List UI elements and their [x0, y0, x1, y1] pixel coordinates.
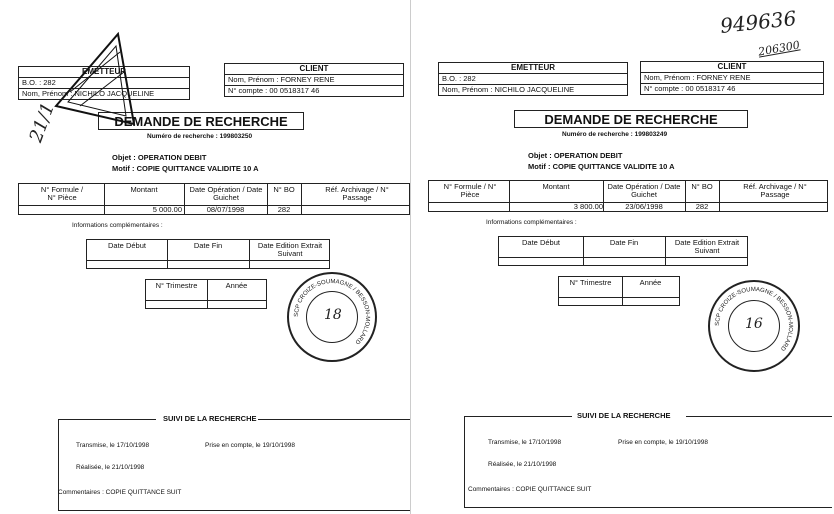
- th-ref-archivage: Réf. Archivage / N° Passage: [325, 185, 389, 202]
- th-formule: N° Formule / N° Pièce: [40, 185, 84, 202]
- emetteur-name: Nom, Prénom : NICHILO JACQUELINE: [22, 89, 155, 98]
- handwritten-subnumber: 206300: [757, 38, 801, 59]
- suivi-line-left: [58, 419, 156, 420]
- motif-line: Motif : COPIE QUITTANCE VALIDITE 10 A: [528, 162, 675, 171]
- numero-recherche: Numéro de recherche : 199803250: [147, 133, 253, 140]
- bo-line: B.O. : 282: [22, 78, 56, 87]
- suivi-label: SUIVI DE LA RECHERCHE: [577, 411, 671, 420]
- td-bo: 282: [695, 202, 709, 211]
- info-complementaires: Informations complémentaires :: [486, 219, 577, 226]
- notary-stamp: [708, 280, 800, 372]
- td-bo: 282: [277, 205, 291, 214]
- page-title: DEMANDE DE RECHERCHE: [114, 114, 288, 129]
- emetteur-name: Nom, Prénom : NICHILO JACQUELINE: [442, 85, 575, 94]
- bo-line: B.O. : 282: [442, 74, 476, 83]
- td-montant: 3 800.00: [573, 202, 603, 211]
- stamp-number: 16: [745, 316, 763, 332]
- trimestre-table: [145, 279, 267, 309]
- operation-table: [18, 183, 410, 215]
- th-bo: N° BO: [273, 185, 295, 194]
- suivi-line-left: [464, 416, 572, 417]
- suivi-label: SUIVI DE LA RECHERCHE: [163, 414, 257, 423]
- th-date-fin: Date Fin: [193, 241, 223, 250]
- operation-table: [428, 180, 828, 212]
- client-label: CLIENT: [299, 64, 329, 73]
- th-annee: Année: [639, 278, 662, 287]
- emetteur-label: EMETTEUR: [511, 63, 555, 72]
- svg-text:SCP CROIZE-SOUMAGNE / BESSON-M: SCP CROIZE-SOUMAGNE / BESSON-MOLLARD: [714, 286, 794, 352]
- handwritten-side: 21/1: [25, 99, 59, 146]
- dates-table: [498, 236, 748, 266]
- th-formule: N° Formule / N° Pièce: [443, 182, 497, 199]
- th-bo: N° BO: [691, 182, 713, 191]
- objet-line: Objet : OPERATION DEBIT: [528, 151, 623, 160]
- suivi-box-left: [464, 416, 465, 508]
- trimestre-table: [558, 276, 680, 306]
- th-ref-archivage: Réf. Archivage / N° Passage: [743, 182, 807, 199]
- th-date-operation: Date Opération / Date Guichet: [189, 185, 263, 202]
- transmise-line: Transmise, le 17/10/1998: [76, 442, 150, 449]
- objet-line: Objet : OPERATION DEBIT: [112, 153, 207, 162]
- client-label: CLIENT: [717, 62, 747, 71]
- client-account: N° compte : 00 0518317 46: [644, 84, 736, 93]
- commentaires-line: Commentaires : COPIE QUITTANCE SUIT: [58, 489, 182, 496]
- client-box: [224, 63, 404, 97]
- td-montant: 5 000.00: [152, 205, 182, 214]
- page-edge-line: [410, 0, 411, 514]
- th-date-edition: Date Edition Extrait Suivant: [674, 238, 740, 255]
- client-box: [640, 61, 824, 95]
- th-date-debut: Date Début: [108, 241, 146, 250]
- page-title: DEMANDE DE RECHERCHE: [544, 112, 718, 127]
- th-date-fin: Date Fin: [609, 238, 639, 247]
- client-name: Nom, Prénom : FORNEY RENE: [644, 73, 751, 82]
- th-trimestre: N° Trimestre: [155, 281, 198, 290]
- transmise-line: Transmise, le 17/10/1998: [488, 439, 562, 446]
- handwritten-number: 949636: [718, 6, 798, 38]
- document-page-left: [0, 0, 416, 514]
- th-date-edition: Date Edition Extrait Suivant: [257, 241, 323, 258]
- emetteur-box: [438, 62, 628, 96]
- notary-stamp: [287, 272, 377, 362]
- td-date: 08/07/1998: [206, 205, 245, 214]
- prise-line: Prise en compte, le 19/10/1998: [618, 439, 708, 446]
- prise-line: Prise en compte, le 19/10/1998: [205, 442, 295, 449]
- td-date: 23/06/1998: [625, 202, 663, 211]
- th-date-operation: Date Opération / Date Guichet: [607, 182, 681, 199]
- realisee-line: Réalisée, le 21/10/1998: [76, 464, 145, 471]
- dates-table: [86, 239, 330, 269]
- th-date-debut: Date Début: [522, 238, 560, 247]
- suivi-line-right: [686, 416, 832, 417]
- suivi-line-right: [258, 419, 410, 420]
- numero-recherche: Numéro de recherche : 199803249: [562, 131, 668, 138]
- suivi-box-left: [58, 419, 59, 511]
- th-annee: Année: [225, 281, 248, 290]
- th-montant: Montant: [542, 182, 570, 191]
- th-montant: Montant: [130, 185, 158, 194]
- commentaires-line: Commentaires : COPIE QUITTANCE SUIT: [468, 486, 592, 493]
- triangle-stamp-icon: [50, 32, 140, 127]
- motif-line: Motif : COPIE QUITTANCE VALIDITE 10 A: [112, 164, 259, 173]
- stamp-number: 18: [324, 307, 342, 323]
- realisee-line: Réalisée, le 21/10/1998: [488, 461, 557, 468]
- suivi-box-bottom: [58, 510, 410, 511]
- document-page-right: [418, 0, 834, 514]
- client-account: N° compte : 00 0518317 46: [228, 86, 320, 95]
- client-name: Nom, Prénom : FORNEY RENE: [228, 75, 335, 84]
- title-box: [514, 110, 748, 128]
- emetteur-label: EMETTEUR: [82, 67, 126, 76]
- info-complementaires: Informations complémentaires :: [72, 222, 163, 229]
- suivi-box-bottom: [464, 507, 832, 508]
- th-trimestre: N° Trimestre: [569, 278, 612, 287]
- svg-text:SCP CROIZE-SOUMAGNE / BESSON-M: SCP CROIZE-SOUMAGNE / BESSON-MOLLARD: [293, 278, 371, 345]
